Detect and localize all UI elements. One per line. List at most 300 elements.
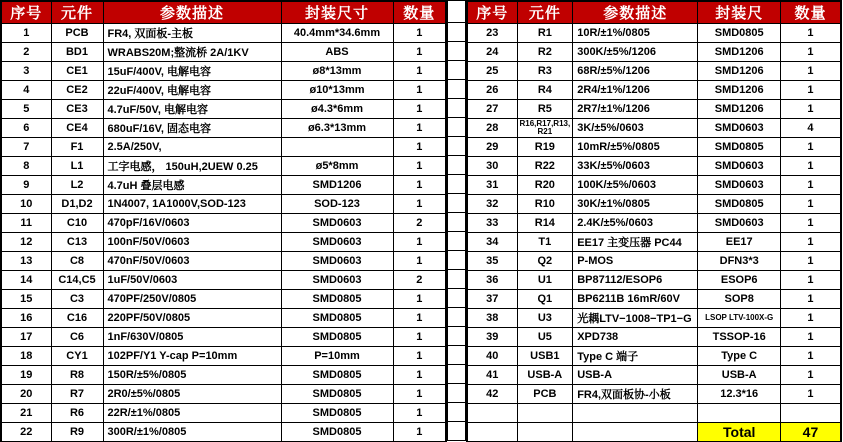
cell-serial — [467, 423, 517, 442]
cell-serial: 31 — [467, 176, 517, 195]
cell-description: 1nF/630V/0805 — [103, 328, 281, 347]
cell-serial: 25 — [467, 62, 517, 81]
cell-package: SMD0603 — [698, 119, 781, 138]
spacer-row — [448, 232, 466, 251]
cell-quantity: 1 — [781, 195, 841, 214]
spacer-cell — [448, 118, 466, 137]
spacer-cell — [448, 137, 466, 156]
cell-description: 30K/±1%/0805 — [573, 195, 698, 214]
cell-component: BD1 — [51, 43, 103, 62]
cell-component: R5 — [517, 100, 573, 119]
bom-table-right — [466, 0, 842, 442]
cell-description: 470nF/50V/0603 — [103, 252, 281, 271]
cell-description: 2R0/±5%/0805 — [103, 385, 281, 404]
cell-package: ABS — [281, 43, 393, 62]
cell-package: DFN3*3 — [698, 252, 781, 271]
column-header-serial: 序号 — [467, 1, 517, 24]
cell-component: U1 — [517, 271, 573, 290]
cell-quantity: 1 — [781, 43, 841, 62]
cell-description: 300K/±5%/1206 — [573, 43, 698, 62]
cell-serial: 6 — [1, 119, 51, 138]
spacer-row — [448, 289, 466, 308]
cell-serial: 1 — [1, 24, 51, 43]
cell-quantity: 1 — [781, 233, 841, 252]
cell-package: Type C — [698, 347, 781, 366]
table-row — [1, 309, 446, 328]
cell-package: SMD0805 — [281, 366, 393, 385]
table-row — [467, 233, 841, 252]
cell-serial: 8 — [1, 157, 51, 176]
spacer-row — [448, 308, 466, 327]
spacer-cell — [448, 194, 466, 213]
spacer-cell — [448, 23, 466, 42]
table-row — [467, 195, 841, 214]
table-row — [467, 309, 841, 328]
table-row — [1, 119, 446, 138]
table-row — [1, 366, 446, 385]
cell-component: CE2 — [51, 81, 103, 100]
cell-serial: 13 — [1, 252, 51, 271]
cell-serial: 14 — [1, 271, 51, 290]
spacer-cell — [448, 156, 466, 175]
cell-component: F1 — [51, 138, 103, 157]
table-row — [1, 81, 446, 100]
cell-component: Q1 — [517, 290, 573, 309]
cell-description: 33K/±5%/0603 — [573, 157, 698, 176]
cell-description: 3K/±5%/0603 — [573, 119, 698, 138]
cell-component: R8 — [51, 366, 103, 385]
cell-serial: 27 — [467, 100, 517, 119]
cell-description: BP6211B 16mR/60V — [573, 290, 698, 309]
cell-description: 100nF/50V/0603 — [103, 233, 281, 252]
table-row — [1, 385, 446, 404]
table-row — [1, 271, 446, 290]
cell-description: 2R4/±1%/1206 — [573, 81, 698, 100]
cell-quantity: 1 — [781, 252, 841, 271]
cell-quantity: 1 — [393, 195, 446, 214]
spacer-cell — [448, 365, 466, 384]
spacer-cell — [448, 251, 466, 270]
table-row — [467, 347, 841, 366]
column-header-description: 参数描述 — [103, 1, 281, 24]
cell-package: SOP8 — [698, 290, 781, 309]
cell-package: EE17 — [698, 233, 781, 252]
cell-serial: 11 — [1, 214, 51, 233]
cell-component: USB-A — [517, 366, 573, 385]
cell-serial: 36 — [467, 271, 517, 290]
cell-description: 470pF/16V/0603 — [103, 214, 281, 233]
header-row-right — [467, 1, 841, 24]
cell-quantity: 2 — [393, 271, 446, 290]
cell-package — [698, 404, 781, 423]
spacer-row — [448, 1, 466, 23]
cell-description: 1uF/50V/0603 — [103, 271, 281, 290]
spacer-cell — [448, 80, 466, 99]
table-row — [467, 290, 841, 309]
cell-quantity: 1 — [781, 366, 841, 385]
column-header-quantity: 数量 — [781, 1, 841, 24]
cell-serial: 12 — [1, 233, 51, 252]
cell-component: R10 — [517, 195, 573, 214]
cell-package: USB-A — [698, 366, 781, 385]
cell-serial: 23 — [467, 24, 517, 43]
cell-description: Type C 端子 — [573, 347, 698, 366]
table-row — [1, 157, 446, 176]
cell-package: SMD1206 — [281, 176, 393, 195]
cell-serial: 3 — [1, 62, 51, 81]
cell-serial: 35 — [467, 252, 517, 271]
cell-quantity: 4 — [781, 119, 841, 138]
header-row-left — [1, 1, 446, 24]
cell-package: SOD-123 — [281, 195, 393, 214]
cell-component: PCB — [517, 385, 573, 404]
cell-serial — [467, 404, 517, 423]
cell-description: BP87112/ESOP6 — [573, 271, 698, 290]
spacer-row — [448, 156, 466, 175]
spacer-row — [448, 42, 466, 61]
cell-quantity: 1 — [781, 347, 841, 366]
cell-description: 工字电感， 150uH,2UEW 0.25 — [103, 157, 281, 176]
table-row — [467, 81, 841, 100]
table-row — [467, 176, 841, 195]
cell-quantity: 1 — [393, 328, 446, 347]
cell-description: 2.5A/250V, — [103, 138, 281, 157]
cell-component: R1 — [517, 24, 573, 43]
cell-quantity: 1 — [393, 347, 446, 366]
cell-quantity: 1 — [781, 157, 841, 176]
spacer-row — [448, 270, 466, 289]
column-header-component: 元件 — [517, 1, 573, 24]
cell-component: USB1 — [517, 347, 573, 366]
cell-quantity: 1 — [393, 119, 446, 138]
cell-description: WRABS20M;整流桥 2A/1KV — [103, 43, 281, 62]
table-row — [1, 138, 446, 157]
spacer-cell — [448, 42, 466, 61]
cell-serial: 4 — [1, 81, 51, 100]
cell-package: LSOP LTV-100X-G — [698, 309, 781, 328]
table-row — [1, 252, 446, 271]
spacer-row — [448, 99, 466, 118]
cell-quantity: 1 — [393, 423, 446, 442]
cell-component: D1,D2 — [51, 195, 103, 214]
cell-quantity: 1 — [393, 24, 446, 43]
table-row — [467, 24, 841, 43]
cell-serial: 29 — [467, 138, 517, 157]
cell-description: 102PF/Y1 Y-cap P=10mm — [103, 347, 281, 366]
cell-serial: 17 — [1, 328, 51, 347]
spacer-cell — [448, 384, 466, 403]
total-label: Total — [698, 423, 781, 442]
cell-component: C6 — [51, 328, 103, 347]
cell-package: SMD1206 — [698, 100, 781, 119]
cell-package: SMD1206 — [698, 62, 781, 81]
cell-package — [281, 138, 393, 157]
cell-serial: 5 — [1, 100, 51, 119]
spacer-cell — [448, 1, 466, 23]
cell-serial: 34 — [467, 233, 517, 252]
table-row — [1, 195, 446, 214]
cell-description: 68R/±5%/1206 — [573, 62, 698, 81]
table-row — [467, 252, 841, 271]
table-row — [467, 43, 841, 62]
spacer-row — [448, 194, 466, 213]
cell-serial: 42 — [467, 385, 517, 404]
cell-quantity: 1 — [393, 385, 446, 404]
table-row — [467, 385, 841, 404]
cell-package: SMD0603 — [698, 157, 781, 176]
table-row — [1, 24, 446, 43]
spacer-row — [448, 118, 466, 137]
cell-package: TSSOP-16 — [698, 328, 781, 347]
cell-description: 220PF/50V/0805 — [103, 309, 281, 328]
cell-quantity: 1 — [781, 62, 841, 81]
cell-component: L1 — [51, 157, 103, 176]
cell-quantity: 1 — [781, 385, 841, 404]
cell-quantity: 1 — [781, 176, 841, 195]
spacer-cell — [448, 308, 466, 327]
cell-quantity: 1 — [393, 233, 446, 252]
cell-quantity: 1 — [393, 43, 446, 62]
table-row — [1, 328, 446, 347]
cell-component: C8 — [51, 252, 103, 271]
cell-package: 40.4mm*34.6mm — [281, 24, 393, 43]
table-row — [1, 347, 446, 366]
table-row — [467, 62, 841, 81]
cell-quantity: 1 — [393, 404, 446, 423]
spacer-row — [448, 80, 466, 99]
cell-description: P-MOS — [573, 252, 698, 271]
cell-description: FR4,双面板协-小板 — [573, 385, 698, 404]
spacer-cell — [448, 346, 466, 365]
table-row — [467, 138, 841, 157]
cell-quantity: 1 — [393, 290, 446, 309]
cell-package: ø4.3*6mm — [281, 100, 393, 119]
cell-package: SMD0603 — [281, 271, 393, 290]
cell-serial: 33 — [467, 214, 517, 233]
table-row — [1, 100, 446, 119]
table-row — [467, 366, 841, 385]
cell-component: L2 — [51, 176, 103, 195]
cell-description: 10R/±1%/0805 — [573, 24, 698, 43]
cell-package: SMD0603 — [698, 176, 781, 195]
cell-description: 2.4K/±5%/0603 — [573, 214, 698, 233]
cell-quantity: 1 — [393, 81, 446, 100]
cell-component: R19 — [517, 138, 573, 157]
spacer-row — [448, 175, 466, 194]
cell-component: R2 — [517, 43, 573, 62]
cell-package: ø8*13mm — [281, 62, 393, 81]
spacer-cell — [448, 289, 466, 308]
table-row — [1, 233, 446, 252]
column-header-description: 参数描述 — [573, 1, 698, 24]
cell-description: 100K/±5%/0603 — [573, 176, 698, 195]
cell-quantity: 1 — [781, 271, 841, 290]
table-row — [1, 290, 446, 309]
spacer-cell — [448, 403, 466, 422]
cell-component — [517, 404, 573, 423]
cell-description: 4.7uF/50V, 电解电容 — [103, 100, 281, 119]
cell-component: R22 — [517, 157, 573, 176]
cell-description — [573, 423, 698, 442]
cell-quantity: 2 — [393, 214, 446, 233]
cell-package: SMD0603 — [281, 214, 393, 233]
cell-quantity: 1 — [781, 81, 841, 100]
table-row — [1, 404, 446, 423]
cell-component: C10 — [51, 214, 103, 233]
table-row — [467, 271, 841, 290]
spacer-row — [448, 365, 466, 384]
cell-serial: 21 — [1, 404, 51, 423]
cell-description: 680uF/16V, 固态电容 — [103, 119, 281, 138]
column-header-package: 封装尺 — [698, 1, 781, 24]
cell-serial: 32 — [467, 195, 517, 214]
cell-component: C14,C5 — [51, 271, 103, 290]
cell-serial: 26 — [467, 81, 517, 100]
cell-description: 光耦LTV−1008−TP1−G — [573, 309, 698, 328]
cell-package: SMD0603 — [281, 233, 393, 252]
table-row — [1, 43, 446, 62]
spacer-cell — [448, 213, 466, 232]
spacer-row — [448, 327, 466, 346]
cell-description: 22R/±1%/0805 — [103, 404, 281, 423]
cell-package: SMD0805 — [281, 290, 393, 309]
spacer-cell — [448, 99, 466, 118]
cell-component: R4 — [517, 81, 573, 100]
cell-package: 12.3*16 — [698, 385, 781, 404]
spacer-row — [448, 251, 466, 270]
spacer-cell — [448, 232, 466, 251]
cell-package: P=10mm — [281, 347, 393, 366]
cell-serial: 7 — [1, 138, 51, 157]
cell-description: 1N4007, 1A1000V,SOD-123 — [103, 195, 281, 214]
cell-package: SMD0603 — [281, 252, 393, 271]
cell-package: ESOP6 — [698, 271, 781, 290]
cell-description: 300R/±1%/0805 — [103, 423, 281, 442]
spacer-row — [448, 213, 466, 232]
cell-description: FR4, 双面板-主板 — [103, 24, 281, 43]
column-header-serial: 序号 — [1, 1, 51, 24]
column-header-quantity: 数量 — [393, 1, 446, 24]
cell-description: 150R/±5%/0805 — [103, 366, 281, 385]
cell-serial: 24 — [467, 43, 517, 62]
cell-component: U5 — [517, 328, 573, 347]
cell-component: CE3 — [51, 100, 103, 119]
cell-serial: 28 — [467, 119, 517, 138]
cell-quantity: 1 — [781, 138, 841, 157]
table-row — [1, 62, 446, 81]
cell-description: 2R7/±1%/1206 — [573, 100, 698, 119]
cell-component: PCB — [51, 24, 103, 43]
spacer-row — [448, 137, 466, 156]
cell-serial: 39 — [467, 328, 517, 347]
cell-component — [517, 423, 573, 442]
cell-serial: 20 — [1, 385, 51, 404]
empty-row — [467, 404, 841, 423]
cell-quantity: 1 — [393, 138, 446, 157]
cell-package: SMD0805 — [698, 138, 781, 157]
cell-serial: 40 — [467, 347, 517, 366]
total-row — [467, 423, 841, 442]
spacer-row — [448, 23, 466, 42]
cell-component: T1 — [517, 233, 573, 252]
cell-quantity: 1 — [781, 24, 841, 43]
spacer-row — [448, 422, 466, 441]
cell-description: 470PF/250V/0805 — [103, 290, 281, 309]
cell-description: USB-A — [573, 366, 698, 385]
cell-package: SMD0805 — [281, 404, 393, 423]
cell-component: R6 — [51, 404, 103, 423]
cell-quantity: 1 — [393, 252, 446, 271]
table-row — [467, 119, 841, 138]
spacer-cell — [448, 327, 466, 346]
cell-component: Q2 — [517, 252, 573, 271]
cell-component: CE4 — [51, 119, 103, 138]
cell-description: 22uF/400V, 电解电容 — [103, 81, 281, 100]
cell-quantity: 1 — [393, 157, 446, 176]
table-row — [467, 100, 841, 119]
cell-serial: 22 — [1, 423, 51, 442]
cell-description: 10mR/±5%/0805 — [573, 138, 698, 157]
cell-quantity: 1 — [781, 290, 841, 309]
cell-serial: 16 — [1, 309, 51, 328]
cell-component: R9 — [51, 423, 103, 442]
cell-package: SMD0603 — [698, 214, 781, 233]
cell-package: SMD0805 — [281, 385, 393, 404]
spacer-row — [448, 346, 466, 365]
cell-quantity: 1 — [781, 309, 841, 328]
cell-component: CE1 — [51, 62, 103, 81]
cell-quantity: 1 — [393, 176, 446, 195]
cell-serial: 41 — [467, 366, 517, 385]
spacer-column — [447, 0, 466, 441]
cell-package: ø6.3*13mm — [281, 119, 393, 138]
cell-serial: 9 — [1, 176, 51, 195]
cell-description: EE17 主变压器 PC44 — [573, 233, 698, 252]
cell-quantity: 1 — [393, 100, 446, 119]
cell-package: ø5*8mm — [281, 157, 393, 176]
spacer-cell — [448, 270, 466, 289]
table-row — [467, 157, 841, 176]
cell-component: C3 — [51, 290, 103, 309]
cell-description: XPD738 — [573, 328, 698, 347]
cell-description: 4.7uH 叠层电感 — [103, 176, 281, 195]
cell-package: SMD0805 — [281, 309, 393, 328]
cell-component: C13 — [51, 233, 103, 252]
spacer-cell — [448, 422, 466, 441]
cell-serial: 10 — [1, 195, 51, 214]
cell-quantity: 1 — [781, 214, 841, 233]
cell-package: SMD0805 — [281, 328, 393, 347]
table-row — [467, 328, 841, 347]
spacer-cell — [448, 175, 466, 194]
column-header-package: 封装尺寸 — [281, 1, 393, 24]
table-row — [1, 176, 446, 195]
cell-description — [573, 404, 698, 423]
cell-quantity: 1 — [781, 328, 841, 347]
cell-component: C16 — [51, 309, 103, 328]
cell-component: U3 — [517, 309, 573, 328]
cell-component: CY1 — [51, 347, 103, 366]
cell-description: 15uF/400V, 电解电容 — [103, 62, 281, 81]
cell-component: R7 — [51, 385, 103, 404]
cell-serial: 2 — [1, 43, 51, 62]
spacer-cell — [448, 61, 466, 80]
spacer-row — [448, 403, 466, 422]
cell-component: R14 — [517, 214, 573, 233]
total-quantity: 47 — [781, 423, 841, 442]
cell-quantity: 1 — [393, 366, 446, 385]
cell-serial: 15 — [1, 290, 51, 309]
